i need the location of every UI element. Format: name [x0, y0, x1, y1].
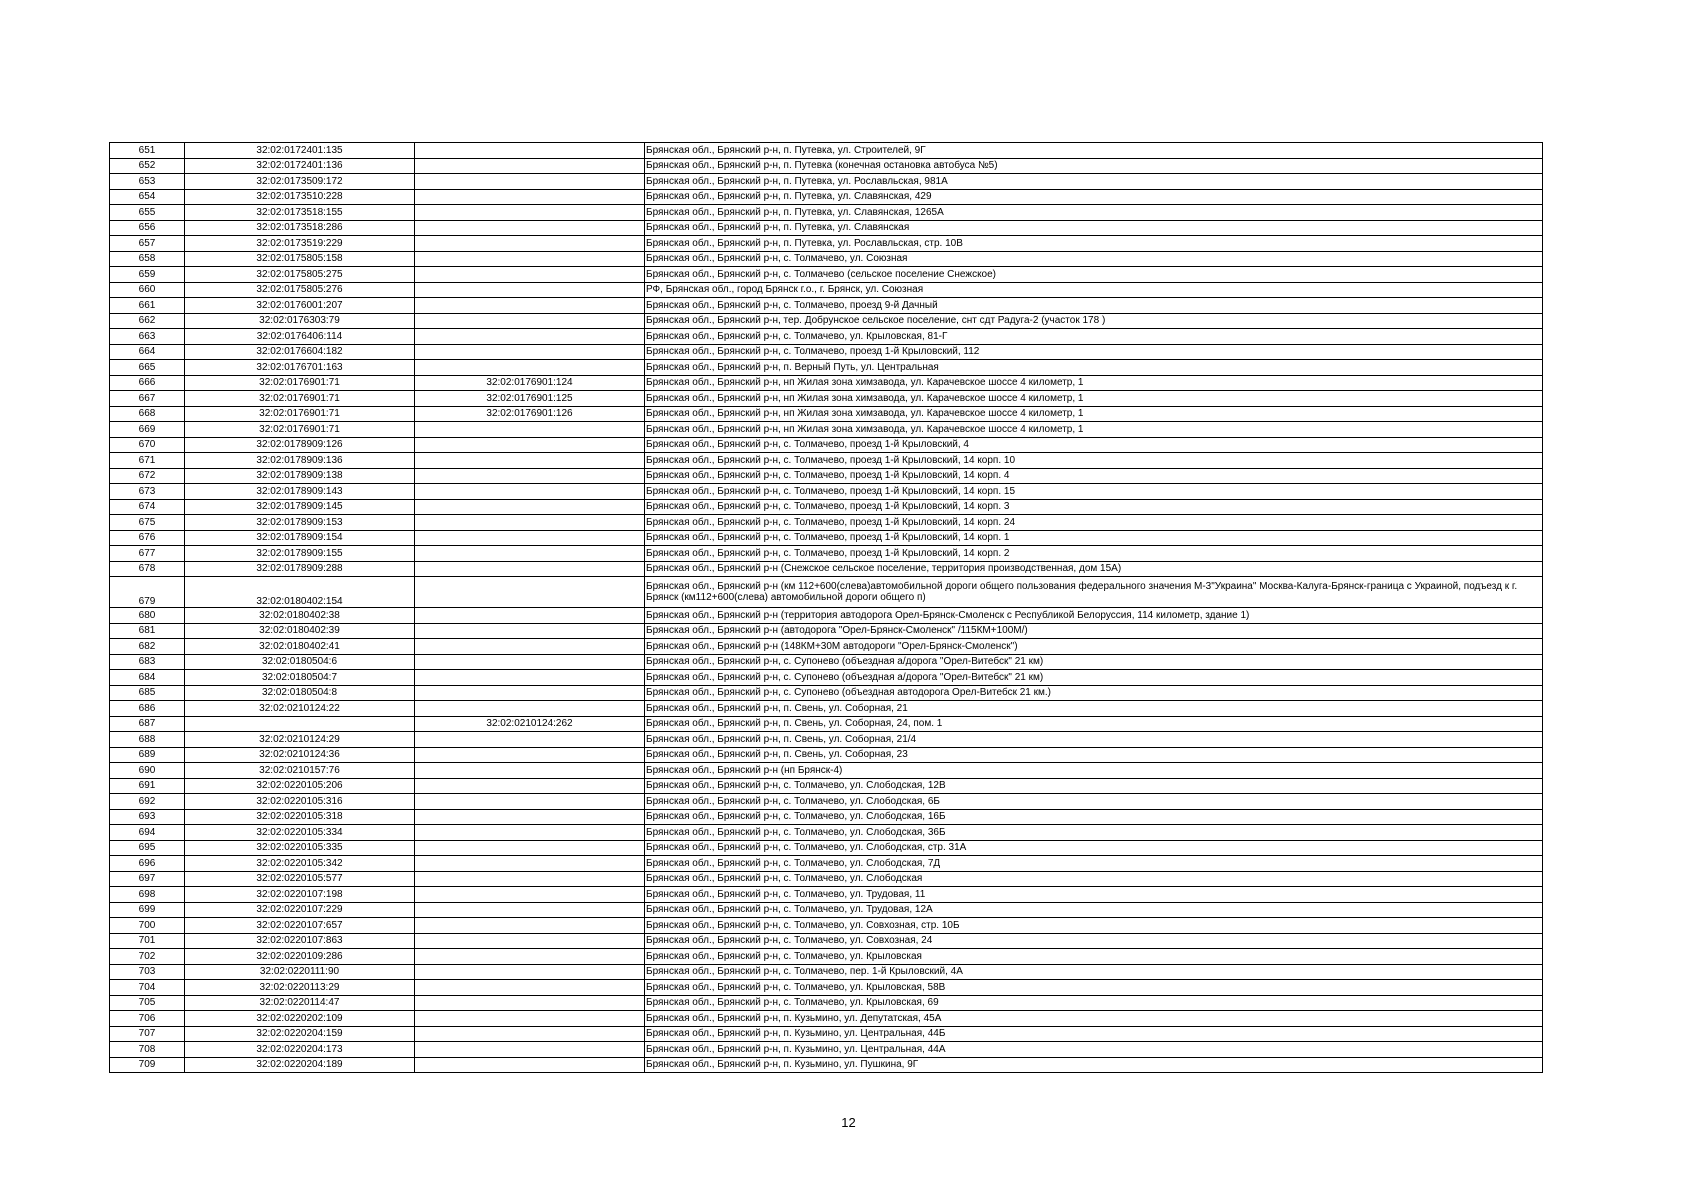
table-row: [110, 995, 1543, 1011]
table-row: [110, 825, 1543, 841]
table-row: [110, 329, 1543, 345]
cadastral-number-cell: 32:02:0220105:334: [185, 825, 415, 841]
row-number-cell: 674: [110, 499, 185, 515]
row-number-cell: 661: [110, 298, 185, 314]
cadastral-number-cell: 32:02:0210157:76: [185, 763, 415, 779]
cadastral-number-cell: 32:02:0180402:154: [185, 577, 415, 608]
cadastral-number-cell: 32:02:0178909:126: [185, 437, 415, 453]
related-cadastral-number-cell: [415, 623, 645, 639]
related-cadastral-number-cell: [415, 902, 645, 918]
row-number-cell: 701: [110, 933, 185, 949]
related-cadastral-number-cell: [415, 143, 645, 159]
table-row: [110, 282, 1543, 298]
address-cell: Брянская обл., Брянский р-н, с. Толмачево, ул. Совхозная, стр. 10Б: [645, 918, 1543, 934]
cadastral-number-cell: 32:02:0173509:172: [185, 174, 415, 190]
related-cadastral-number-cell: [415, 980, 645, 996]
cadastral-number-cell: 32:02:0178909:288: [185, 561, 415, 577]
table-row: [110, 1057, 1543, 1073]
row-number-cell: 702: [110, 949, 185, 965]
related-cadastral-number-cell: [415, 189, 645, 205]
table-row: [110, 933, 1543, 949]
table-row: [110, 778, 1543, 794]
related-cadastral-number-cell: [415, 778, 645, 794]
row-number-cell: 670: [110, 437, 185, 453]
address-cell: Брянская обл., Брянский р-н, нп Жилая зона химзавода, ул. Карачевское шоссе 4 километр, 1: [645, 375, 1543, 391]
address-cell: Брянская обл., Брянский р-н, с. Толмачево, проезд 1-й Крыловский, 14 корп. 2: [645, 546, 1543, 562]
table-row: [110, 220, 1543, 236]
row-number-cell: 693: [110, 809, 185, 825]
cadastral-number-cell: 32:02:0220107:198: [185, 887, 415, 903]
table-row: [110, 189, 1543, 205]
row-number-cell: 707: [110, 1026, 185, 1042]
address-cell: Брянская обл., Брянский р-н, нп Жилая зона химзавода, ул. Карачевское шоссе 4 километр, 1: [645, 406, 1543, 422]
table-row: [110, 360, 1543, 376]
table-row: [110, 980, 1543, 996]
related-cadastral-number-cell: [415, 763, 645, 779]
address-cell: Брянская обл., Брянский р-н, с. Толмачево, проезд 1-й Крыловский, 112: [645, 344, 1543, 360]
related-cadastral-number-cell: [415, 1057, 645, 1073]
table-row: [110, 747, 1543, 763]
related-cadastral-number-cell: [415, 840, 645, 856]
row-number-cell: 704: [110, 980, 185, 996]
address-cell: Брянская обл., Брянский р-н, с. Толмачево, ул. Трудовая, 11: [645, 887, 1543, 903]
row-number-cell: 673: [110, 484, 185, 500]
row-number-cell: 709: [110, 1057, 185, 1073]
address-cell: Брянская обл., Брянский р-н, п. Свень, ул. Соборная, 21/4: [645, 732, 1543, 748]
cadastral-number-cell: 32:02:0176901:71: [185, 391, 415, 407]
cadastral-number-cell: 32:02:0220202:109: [185, 1011, 415, 1027]
address-cell: Брянская обл., Брянский р-н, с. Толмачево, ул. Крыловская, 58В: [645, 980, 1543, 996]
cadastral-number-cell: 32:02:0220109:286: [185, 949, 415, 965]
cadastral-number-cell: 32:02:0176901:71: [185, 375, 415, 391]
cadastral-number-cell: 32:02:0178909:145: [185, 499, 415, 515]
row-number-cell: 708: [110, 1042, 185, 1058]
address-cell: Брянская обл., Брянский р-н, п. Кузьмино, ул. Депутатская, 45А: [645, 1011, 1543, 1027]
address-cell: Брянская обл., Брянский р-н, тер. Добрунское сельское поселение, снт сдт Радуга-2 (участок 178 ): [645, 313, 1543, 329]
table-row: [110, 251, 1543, 267]
address-cell: Брянская обл., Брянский р-н, п. Свень, ул. Соборная, 21: [645, 701, 1543, 717]
address-cell: Брянская обл., Брянский р-н, с. Толмачево, проезд 1-й Крыловский, 14 корп. 4: [645, 468, 1543, 484]
related-cadastral-number-cell: 32:02:0176901:124: [415, 375, 645, 391]
address-cell: Брянская обл., Брянский р-н, п. Путевка, ул. Рославльская, стр. 10В: [645, 236, 1543, 252]
table-row: [110, 298, 1543, 314]
address-cell: Брянская обл., Брянский р-н, с. Толмачево, пер. 1-й Крыловский, 4А: [645, 964, 1543, 980]
related-cadastral-number-cell: [415, 918, 645, 934]
address-cell: Брянская обл., Брянский р-н, с. Толмачево, проезд 1-й Крыловский, 14 корп. 1: [645, 530, 1543, 546]
row-number-cell: 683: [110, 654, 185, 670]
row-number-cell: 680: [110, 608, 185, 624]
cadastral-number-cell: 32:02:0173518:155: [185, 205, 415, 221]
table-row: [110, 422, 1543, 438]
cadastral-number-cell: 32:02:0180504:6: [185, 654, 415, 670]
row-number-cell: 698: [110, 887, 185, 903]
related-cadastral-number-cell: [415, 825, 645, 841]
related-cadastral-number-cell: [415, 158, 645, 174]
table-row: [110, 639, 1543, 655]
cadastral-number-cell: 32:02:0173518:286: [185, 220, 415, 236]
row-number-cell: 666: [110, 375, 185, 391]
address-cell: Брянская обл., Брянский р-н (автодорога "Орел-Брянск-Смоленск" /115КМ+100М/): [645, 623, 1543, 639]
address-cell: Брянская обл., Брянский р-н, с. Супонево (объездная а/дорога "Орел-Витебск" 21 км): [645, 654, 1543, 670]
table-row: [110, 546, 1543, 562]
related-cadastral-number-cell: [415, 220, 645, 236]
table-row: [110, 158, 1543, 174]
row-number-cell: 652: [110, 158, 185, 174]
cadastral-number-cell: 32:02:0220105:318: [185, 809, 415, 825]
row-number-cell: 696: [110, 856, 185, 872]
cadastral-number-cell: [185, 716, 415, 732]
address-cell: Брянская обл., Брянский р-н, с. Толмачево, проезд 1-й Крыловский, 14 корп. 15: [645, 484, 1543, 500]
related-cadastral-number-cell: [415, 329, 645, 345]
address-cell: Брянская обл., Брянский р-н, с. Толмачево, ул. Слободская, 36Б: [645, 825, 1543, 841]
address-cell: Брянская обл., Брянский р-н (территория автодорога Орел-Брянск-Смоленск с Республикой Белоруссия, 114 километр, здание 1): [645, 608, 1543, 624]
row-number-cell: 659: [110, 267, 185, 283]
cadastral-number-cell: 32:02:0176406:114: [185, 329, 415, 345]
related-cadastral-number-cell: [415, 530, 645, 546]
cadastral-number-cell: 32:02:0180504:7: [185, 670, 415, 686]
row-number-cell: 679: [110, 577, 185, 608]
address-cell: Брянская обл., Брянский р-н, п. Путевка, ул. Славянская, 1265А: [645, 205, 1543, 221]
address-cell: Брянская обл., Брянский р-н, с. Толмачево, ул. Слободская, 12В: [645, 778, 1543, 794]
address-cell: Брянская обл., Брянский р-н, с. Толмачево, ул. Слободская: [645, 871, 1543, 887]
table-row: [110, 375, 1543, 391]
address-cell: Брянская обл., Брянский р-н, с. Толмачево, проезд 1-й Крыловский, 14 корп. 10: [645, 453, 1543, 469]
table-row: [110, 267, 1543, 283]
related-cadastral-number-cell: [415, 887, 645, 903]
related-cadastral-number-cell: [415, 174, 645, 190]
related-cadastral-number-cell: [415, 732, 645, 748]
address-cell: Брянская обл., Брянский р-н, п. Путевка, ул. Славянская: [645, 220, 1543, 236]
cadastral-number-cell: 32:02:0175805:158: [185, 251, 415, 267]
table-row: [110, 437, 1543, 453]
related-cadastral-number-cell: [415, 654, 645, 670]
cadastral-number-cell: 32:02:0172401:135: [185, 143, 415, 159]
table-row: [110, 794, 1543, 810]
related-cadastral-number-cell: [415, 701, 645, 717]
cadastral-number-cell: 32:02:0220107:863: [185, 933, 415, 949]
address-cell: Брянская обл., Брянский р-н, п. Путевка, ул. Славянская, 429: [645, 189, 1543, 205]
address-cell: РФ, Брянская обл., город Брянск г.о., г. Брянск, ул. Союзная: [645, 282, 1543, 298]
address-cell: Брянская обл., Брянский р-н, с. Толмачево, ул. Слободская, 7Д: [645, 856, 1543, 872]
related-cadastral-number-cell: [415, 685, 645, 701]
related-cadastral-number-cell: [415, 809, 645, 825]
table-row: [110, 484, 1543, 500]
table-row: [110, 313, 1543, 329]
row-number-cell: 656: [110, 220, 185, 236]
row-number-cell: 688: [110, 732, 185, 748]
row-number-cell: 700: [110, 918, 185, 934]
row-number-cell: 695: [110, 840, 185, 856]
row-number-cell: 706: [110, 1011, 185, 1027]
related-cadastral-number-cell: [415, 313, 645, 329]
row-number-cell: 665: [110, 360, 185, 376]
related-cadastral-number-cell: [415, 546, 645, 562]
cadastral-number-cell: 32:02:0220111:90: [185, 964, 415, 980]
row-number-cell: 692: [110, 794, 185, 810]
address-cell: Брянская обл., Брянский р-н, п. Свень, ул. Соборная, 23: [645, 747, 1543, 763]
related-cadastral-number-cell: [415, 1011, 645, 1027]
row-number-cell: 687: [110, 716, 185, 732]
related-cadastral-number-cell: [415, 577, 645, 608]
cadastral-number-cell: 32:02:0178909:136: [185, 453, 415, 469]
table-row: [110, 174, 1543, 190]
table-row: [110, 205, 1543, 221]
cadastral-number-cell: 32:02:0220105:342: [185, 856, 415, 872]
cadastral-number-cell: 32:02:0178909:138: [185, 468, 415, 484]
table-row: [110, 949, 1543, 965]
related-cadastral-number-cell: 32:02:0210124:262: [415, 716, 645, 732]
table-row: [110, 406, 1543, 422]
row-number-cell: 671: [110, 453, 185, 469]
cadastral-number-cell: 32:02:0178909:153: [185, 515, 415, 531]
cadastral-number-cell: 32:02:0176901:71: [185, 406, 415, 422]
table-row: [110, 856, 1543, 872]
related-cadastral-number-cell: [415, 422, 645, 438]
row-number-cell: 682: [110, 639, 185, 655]
address-cell: Брянская обл., Брянский р-н, п. Кузьмино, ул. Центральная, 44Б: [645, 1026, 1543, 1042]
related-cadastral-number-cell: [415, 344, 645, 360]
cadastral-number-cell: 32:02:0220204:173: [185, 1042, 415, 1058]
row-number-cell: 677: [110, 546, 185, 562]
address-cell: Брянская обл., Брянский р-н, с. Толмачево, проезд 1-й Крыловский, 14 корп. 24: [645, 515, 1543, 531]
row-number-cell: 705: [110, 995, 185, 1011]
row-number-cell: 694: [110, 825, 185, 841]
address-cell: Брянская обл., Брянский р-н, с. Толмачево, ул. Совхозная, 24: [645, 933, 1543, 949]
table-row: [110, 453, 1543, 469]
address-cell: Брянская обл., Брянский р-н, п. Путевка, ул. Рославльская, 981А: [645, 174, 1543, 190]
table-row: [110, 654, 1543, 670]
row-number-cell: 653: [110, 174, 185, 190]
table-row: [110, 902, 1543, 918]
row-number-cell: 697: [110, 871, 185, 887]
cadastral-number-cell: 32:02:0220105:316: [185, 794, 415, 810]
row-number-cell: 686: [110, 701, 185, 717]
cadastral-number-cell: 32:02:0180402:41: [185, 639, 415, 655]
address-cell: Брянская обл., Брянский р-н, с. Толмачево, проезд 1-й Крыловский, 4: [645, 437, 1543, 453]
related-cadastral-number-cell: [415, 484, 645, 500]
row-number-cell: 691: [110, 778, 185, 794]
row-number-cell: 681: [110, 623, 185, 639]
row-number-cell: 663: [110, 329, 185, 345]
row-number-cell: 655: [110, 205, 185, 221]
cadastral-number-cell: 32:02:0220204:159: [185, 1026, 415, 1042]
table-row: [110, 391, 1543, 407]
cadastral-number-cell: 32:02:0176303:79: [185, 313, 415, 329]
address-cell: Брянская обл., Брянский р-н, нп Жилая зона химзавода, ул. Карачевское шоссе 4 километр, 1: [645, 391, 1543, 407]
table-row: [110, 670, 1543, 686]
related-cadastral-number-cell: [415, 856, 645, 872]
cadastral-number-cell: 32:02:0180402:38: [185, 608, 415, 624]
related-cadastral-number-cell: [415, 282, 645, 298]
table-row: [110, 887, 1543, 903]
related-cadastral-number-cell: [415, 236, 645, 252]
table-row: [110, 344, 1543, 360]
table-row: [110, 1011, 1543, 1027]
row-number-cell: 660: [110, 282, 185, 298]
cadastral-number-cell: 32:02:0220105:206: [185, 778, 415, 794]
related-cadastral-number-cell: [415, 437, 645, 453]
address-cell: Брянская обл., Брянский р-н, п. Кузьмино, ул. Центральная, 44А: [645, 1042, 1543, 1058]
related-cadastral-number-cell: [415, 1042, 645, 1058]
cadastral-number-cell: 32:02:0178909:155: [185, 546, 415, 562]
related-cadastral-number-cell: [415, 949, 645, 965]
table-row: [110, 1026, 1543, 1042]
row-number-cell: 672: [110, 468, 185, 484]
related-cadastral-number-cell: [415, 468, 645, 484]
table-row: [110, 468, 1543, 484]
address-cell: Брянская обл., Брянский р-н, с. Толмачево, ул. Крыловская: [645, 949, 1543, 965]
table-row: [110, 530, 1543, 546]
cadastral-number-cell: 32:02:0176604:182: [185, 344, 415, 360]
cadastral-number-cell: 32:02:0220113:29: [185, 980, 415, 996]
related-cadastral-number-cell: [415, 251, 645, 267]
table-row: [110, 561, 1543, 577]
row-number-cell: 684: [110, 670, 185, 686]
row-number-cell: 675: [110, 515, 185, 531]
cadastral-number-cell: 32:02:0210124:22: [185, 701, 415, 717]
related-cadastral-number-cell: [415, 267, 645, 283]
table-row: [110, 840, 1543, 856]
row-number-cell: 678: [110, 561, 185, 577]
cadastral-number-cell: 32:02:0220204:189: [185, 1057, 415, 1073]
cadastral-number-cell: 32:02:0178909:154: [185, 530, 415, 546]
related-cadastral-number-cell: [415, 964, 645, 980]
address-cell: Брянская обл., Брянский р-н, с. Толмачево, проезд 1-й Крыловский, 14 корп. 3: [645, 499, 1543, 515]
table-row: [110, 763, 1543, 779]
table-row: [110, 964, 1543, 980]
cadastral-number-cell: 32:02:0220107:229: [185, 902, 415, 918]
address-cell: Брянская обл., Брянский р-н, п. Путевка (конечная остановка автобуса №5): [645, 158, 1543, 174]
table-row: [110, 143, 1543, 159]
table-row: [110, 716, 1543, 732]
address-cell: Брянская обл., Брянский р-н, п. Путевка, ул. Строителей, 9Г: [645, 143, 1543, 159]
address-cell: Брянская обл., Брянский р-н, с. Толмачево, ул. Крыловская, 81-Г: [645, 329, 1543, 345]
related-cadastral-number-cell: [415, 670, 645, 686]
table-row: [110, 918, 1543, 934]
table-row: [110, 685, 1543, 701]
address-cell: Брянская обл., Брянский р-н, с. Толмачево, ул. Слободская, 6Б: [645, 794, 1543, 810]
related-cadastral-number-cell: [415, 453, 645, 469]
row-number-cell: 662: [110, 313, 185, 329]
related-cadastral-number-cell: [415, 360, 645, 376]
row-number-cell: 668: [110, 406, 185, 422]
row-number-cell: 654: [110, 189, 185, 205]
address-cell: Брянская обл., Брянский р-н, с. Толмачево, ул. Слободская, 16Б: [645, 809, 1543, 825]
cadastral-number-cell: 32:02:0176701:163: [185, 360, 415, 376]
related-cadastral-number-cell: [415, 298, 645, 314]
cadastral-number-cell: 32:02:0175805:276: [185, 282, 415, 298]
address-cell: Брянская обл., Брянский р-н (км 112+600(слева)автомобильной дороги общего пользования федерального значения М-3"Украина" Москва-Калуга-Брянск-граница с Украиной, подъезд к г. Брянск (км112+600(слева) автомобильной дороги общего п): [645, 577, 1543, 608]
address-cell: Брянская обл., Брянский р-н, с. Толмачево, ул. Союзная: [645, 251, 1543, 267]
row-number-cell: 689: [110, 747, 185, 763]
address-cell: Брянская обл., Брянский р-н, нп Жилая зона химзавода, ул. Карачевское шоссе 4 километр, 1: [645, 422, 1543, 438]
cadastral-number-cell: 32:02:0180402:39: [185, 623, 415, 639]
cadastral-number-cell: 32:02:0176001:207: [185, 298, 415, 314]
table-row: [110, 236, 1543, 252]
cadastral-number-cell: 32:02:0210124:36: [185, 747, 415, 763]
table-row: [110, 1042, 1543, 1058]
related-cadastral-number-cell: [415, 747, 645, 763]
address-cell: Брянская обл., Брянский р-н, с. Толмачево, ул. Крыловская, 69: [645, 995, 1543, 1011]
address-cell: Брянская обл., Брянский р-н, с. Супонево (объездная автодорога Орел-Витебск 21 км.): [645, 685, 1543, 701]
related-cadastral-number-cell: 32:02:0176901:126: [415, 406, 645, 422]
table-row: [110, 577, 1543, 608]
row-number-cell: 657: [110, 236, 185, 252]
related-cadastral-number-cell: 32:02:0176901:125: [415, 391, 645, 407]
cadastral-number-cell: 32:02:0180504:8: [185, 685, 415, 701]
cadastral-number-cell: 32:02:0173510:228: [185, 189, 415, 205]
cadastral-number-cell: 32:02:0173519:229: [185, 236, 415, 252]
address-cell: Брянская обл., Брянский р-н, с. Толмачево, ул. Трудовая, 12А: [645, 902, 1543, 918]
row-number-cell: 685: [110, 685, 185, 701]
row-number-cell: 690: [110, 763, 185, 779]
address-cell: Брянская обл., Брянский р-н, п. Кузьмино, ул. Пушкина, 9Г: [645, 1057, 1543, 1073]
address-cell: Брянская обл., Брянский р-н (нп Брянск-4): [645, 763, 1543, 779]
row-number-cell: 669: [110, 422, 185, 438]
table-row: [110, 623, 1543, 639]
related-cadastral-number-cell: [415, 1026, 645, 1042]
row-number-cell: 664: [110, 344, 185, 360]
related-cadastral-number-cell: [415, 608, 645, 624]
page-number: 12: [841, 1115, 856, 1130]
cadastral-number-cell: 32:02:0172401:136: [185, 158, 415, 174]
address-cell: Брянская обл., Брянский р-н, с. Толмачево (сельское поселение Снежское): [645, 267, 1543, 283]
related-cadastral-number-cell: [415, 995, 645, 1011]
row-number-cell: 667: [110, 391, 185, 407]
related-cadastral-number-cell: [415, 639, 645, 655]
related-cadastral-number-cell: [415, 205, 645, 221]
registry-table-body: [110, 143, 1543, 1073]
cadastral-number-cell: 32:02:0210124:29: [185, 732, 415, 748]
cadastral-number-cell: 32:02:0220105:335: [185, 840, 415, 856]
cadastral-number-cell: 32:02:0178909:143: [185, 484, 415, 500]
related-cadastral-number-cell: [415, 499, 645, 515]
address-cell: Брянская обл., Брянский р-н (Снежское сельское поселение, территория производственная, дом 15А): [645, 561, 1543, 577]
related-cadastral-number-cell: [415, 871, 645, 887]
address-cell: Брянская обл., Брянский р-н (148КМ+30М автодороги "Орел-Брянск-Смоленск"): [645, 639, 1543, 655]
cadastral-number-cell: 32:02:0175805:275: [185, 267, 415, 283]
address-cell: Брянская обл., Брянский р-н, п. Свень, ул. Соборная, 24, пом. 1: [645, 716, 1543, 732]
table-row: [110, 608, 1543, 624]
table-row: [110, 809, 1543, 825]
address-cell: Брянская обл., Брянский р-н, с. Толмачево, проезд 9-й Дачный: [645, 298, 1543, 314]
related-cadastral-number-cell: [415, 794, 645, 810]
table-row: [110, 732, 1543, 748]
cadastral-number-cell: 32:02:0220105:577: [185, 871, 415, 887]
table-row: [110, 871, 1543, 887]
table-row: [110, 499, 1543, 515]
cadastral-number-cell: 32:02:0220114:47: [185, 995, 415, 1011]
cadastral-number-cell: 32:02:0220107:657: [185, 918, 415, 934]
related-cadastral-number-cell: [415, 515, 645, 531]
registry-table: [109, 142, 1543, 1073]
related-cadastral-number-cell: [415, 933, 645, 949]
address-cell: Брянская обл., Брянский р-н, с. Супонево (объездная а/дорога "Орел-Витебск" 21 км): [645, 670, 1543, 686]
row-number-cell: 699: [110, 902, 185, 918]
row-number-cell: 658: [110, 251, 185, 267]
table-row: [110, 515, 1543, 531]
address-cell: Брянская обл., Брянский р-н, с. Толмачево, ул. Слободская, стр. 31А: [645, 840, 1543, 856]
address-cell: Брянская обл., Брянский р-н, п. Верный Путь, ул. Центральная: [645, 360, 1543, 376]
table-row: [110, 701, 1543, 717]
row-number-cell: 703: [110, 964, 185, 980]
row-number-cell: 676: [110, 530, 185, 546]
related-cadastral-number-cell: [415, 561, 645, 577]
cadastral-number-cell: 32:02:0176901:71: [185, 422, 415, 438]
row-number-cell: 651: [110, 143, 185, 159]
